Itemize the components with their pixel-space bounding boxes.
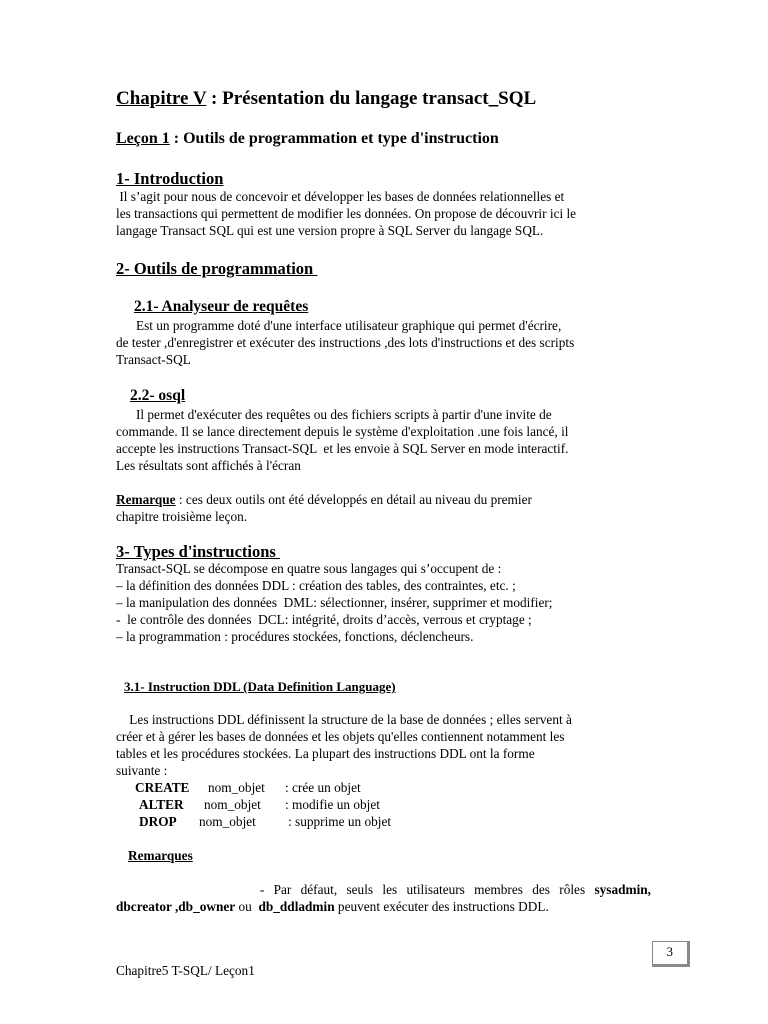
remark-block <box>116 491 651 525</box>
paragraph-line: accepte les instructions Transact-SQL et les envoie à SQL Server en mode interactif. <box>116 441 569 456</box>
remark-text: : ces deux outils ont été développés en détail au niveau du premier <box>175 492 532 507</box>
list-item: – la définition des données DDL : création des tables, des contraintes, etc. ; <box>116 578 516 593</box>
section-2-2-title: 2.2- osql <box>130 387 186 404</box>
role-ddladmin: db_ddladmin <box>258 899 335 914</box>
paragraph-line: Les résultats sont affichés à l'écran <box>116 458 301 473</box>
section-3-title: 3- Types d'instructions <box>116 542 280 561</box>
page-number: 3 <box>652 941 690 967</box>
chapter-label: Chapitre V <box>116 88 207 109</box>
remarks-text: ou <box>235 899 259 914</box>
paragraph-line: Il permet d'exécuter des requêtes ou des fichiers scripts à partir d'une invite de <box>116 407 552 422</box>
paragraph-line: de tester ,d'enregistrer et exécuter des instructions ,des lots d'instructions et des scripts <box>116 335 575 350</box>
chapter-title <box>116 88 536 110</box>
command-object: nom_objet <box>199 814 256 829</box>
remarks-text: - Par défaut, seuls les utilisateurs membres des rôles <box>259 882 595 897</box>
command-object: nom_objet <box>204 797 261 812</box>
paragraph-line: tables et les procédures stockées. La plupart des instructions DDL ont la forme <box>116 746 535 761</box>
command-drop <box>139 813 177 830</box>
paragraph-line: Transact-SQL <box>116 352 191 367</box>
chapter-title-underscore: _ <box>488 88 499 109</box>
command-keyword: DROP <box>139 814 177 829</box>
list-item: – la manipulation des données DML: sélectionner, insérer, supprimer et modifier; <box>116 595 553 610</box>
section-2-1-body <box>116 317 651 368</box>
command-object: nom_objet <box>208 780 265 795</box>
paragraph-line: suivante : <box>116 763 168 778</box>
command-keyword: ALTER <box>139 797 184 812</box>
chapter-title-text: : Présentation du langage transact <box>206 88 489 109</box>
remarks-text: peuvent exécuter des instructions DDL. <box>334 899 549 914</box>
remark-label: Remarque <box>116 492 176 507</box>
list-item: – la programmation : procédures stockées, fonctions, déclencheurs. <box>116 629 474 644</box>
remark-text: chapitre troisième leçon. <box>116 509 248 524</box>
lesson-title-text: : Outils de programmation et type d'instruction <box>169 130 499 147</box>
section-3-body <box>116 560 651 645</box>
chapter-title-end: SQL <box>498 88 537 109</box>
list-item: - le contrôle des données DCL: intégrité, droits d’accès, verrous et cryptage ; <box>116 612 532 627</box>
section-2-2-body <box>116 406 651 474</box>
paragraph-line: langage Transact SQL qui est une version propre à SQL Server du langage SQL. <box>116 223 544 238</box>
remarks-body <box>116 881 651 915</box>
page-footer: Chapitre5 T-SQL/ Leçon1 <box>116 963 255 978</box>
section-1-title: 1- Introduction <box>116 169 224 188</box>
remarks-label: Remarques <box>128 848 193 863</box>
role-list: dbcreator ,db_owner <box>116 899 236 914</box>
command-create <box>135 779 189 796</box>
role-sysadmin: sysadmin, <box>594 882 651 897</box>
paragraph-line: commande. Il se lance directement depuis le système d'exploitation .une fois lancé, il <box>116 424 569 439</box>
paragraph-line: Est un programme doté d'une interface utilisateur graphique qui permet d'écrire, <box>116 318 562 333</box>
section-2-title: 2- Outils de programmation <box>116 259 318 278</box>
command-description: : modifie un objet <box>285 797 380 812</box>
lesson-label: Leçon 1 <box>116 130 170 147</box>
section-3-1-body <box>116 711 651 779</box>
paragraph-line: les transactions qui permettent de modifier les données. On propose de découvrir ici le <box>116 206 577 221</box>
paragraph-line: Transact-SQL se décompose en quatre sous langages qui s’occupent de : <box>116 561 502 576</box>
command-description: : supprime un objet <box>288 814 392 829</box>
paragraph-line: créer et à gérer les bases de données et les objets qu'elles contiennent notamment les <box>116 729 565 744</box>
section-1-body <box>116 188 651 239</box>
command-keyword: CREATE <box>135 780 190 795</box>
lesson-title <box>116 130 499 148</box>
section-2-1-title: 2.1- Analyseur de requêtes <box>134 298 309 315</box>
paragraph-line: Les instructions DDL définissent la structure de la base de données ; elles servent à <box>116 712 572 727</box>
section-3-1-title: 3.1- Instruction DDL (Data Definition Language) <box>124 679 396 694</box>
paragraph-line: Il s’agit pour nous de concevoir et développer les bases de données relationnelles et <box>116 189 565 204</box>
command-description: : crée un objet <box>285 780 361 795</box>
command-alter <box>139 796 184 813</box>
